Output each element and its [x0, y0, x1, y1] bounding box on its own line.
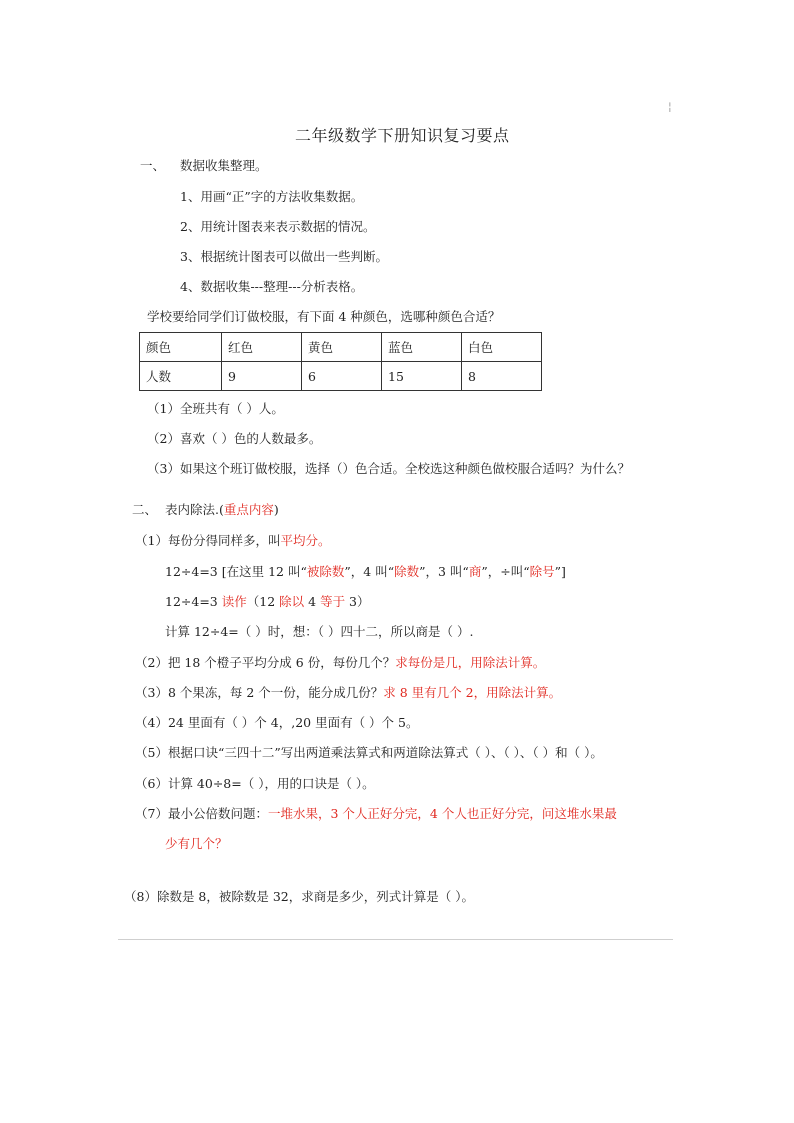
point-5: （5）根据口诀“三四十二”写出两道乘法算式和两道除法算式（ ）、（ ）、（ ）和（ ）。	[135, 745, 603, 760]
term-dividend: 被除数	[306, 564, 345, 579]
example-text: ”]	[554, 564, 566, 579]
point-4: （4）24 里面有（ ）个 4，,20 里面有（ ）个 5。	[135, 715, 419, 730]
table-cell: 蓝色	[382, 333, 462, 362]
example-text: ”，÷叫“	[481, 564, 530, 579]
term-read-as: 读作	[221, 594, 247, 609]
point-6: （6）计算 40÷8=（ ），用的口诀是（ ）。	[135, 776, 375, 791]
section-2-heading	[165, 502, 279, 518]
point-highlight: 求每份是几，用除法计算。	[395, 655, 546, 670]
table-cell: 黄色	[302, 333, 382, 362]
point-1	[135, 533, 330, 549]
point-text: （7）最小公倍数问题：	[135, 806, 268, 821]
example-line-1	[165, 564, 566, 580]
survey-question: 学校要给同学们订做校服，有下面 4 种颜色，选哪种颜色合适？	[147, 309, 501, 324]
example-line-3: 计算 12÷4=（ ）时，想：（ ）四十二，所以商是（ ）.	[165, 624, 474, 639]
point-8: （8）除数是 8，被除数是 32，求商是多少，列式计算是（ ）。	[124, 889, 474, 904]
section-2-number: 二、	[132, 502, 158, 517]
term-quotient: 商	[468, 564, 482, 579]
table-cell: 红色	[222, 333, 302, 362]
table-cell: 人数	[140, 362, 222, 391]
example-text: 12÷4=3 [在这里 12 叫“	[165, 564, 307, 579]
point-2	[135, 655, 545, 671]
heading-text: 表内除法.(	[165, 502, 224, 517]
point-text: （1）每份分得同样多，叫	[135, 533, 281, 548]
table-cell: 9	[222, 362, 302, 391]
heading-text: )	[273, 502, 279, 517]
term-division-sign: 除号	[529, 564, 555, 579]
heading-highlight: 重点内容	[223, 502, 274, 517]
section-1-item-4: 4、数据收集---整理---分析表格。	[180, 279, 364, 294]
point-7-continued: 少有几个？	[165, 836, 228, 851]
example-line-2	[165, 594, 370, 610]
subquestion-2: （2）喜欢（ ）色的人数最多。	[147, 431, 322, 446]
point-text: （3）8 个果冻，每 2 个一份，能分成几份？	[135, 685, 384, 700]
subquestion-1: （1）全班共有（ ）人。	[147, 401, 284, 416]
term-divisor: 除数	[394, 564, 420, 579]
table-cell: 颜色	[140, 333, 222, 362]
term-divided-by: 除以	[279, 594, 305, 609]
table-row	[140, 362, 542, 391]
section-1-item-1: 1、用画“正”字的方法收集数据。	[180, 189, 364, 204]
example-text: ”，3 叫“	[419, 564, 469, 579]
point-highlight: 一堆水果，3 个人正好分完，4 个人也正好分完，问这堆水果最	[267, 806, 617, 821]
page-title: 二年级数学下册知识复习要点	[295, 126, 510, 145]
table-row	[140, 333, 542, 362]
section-1-number: 一、	[140, 158, 166, 173]
point-highlight: 平均分。	[280, 533, 331, 548]
subquestion-3: （3）如果这个班订做校服，选择（）色合适。全校选这种颜色做校服合适吗？为什么？	[147, 461, 630, 476]
table-cell: 15	[382, 362, 462, 391]
page-margin-mark: ¦	[668, 100, 672, 113]
point-highlight: 求 8 里有几个 2，用除法计算。	[383, 685, 562, 700]
example-text: 3）	[345, 594, 370, 609]
color-survey-table	[139, 332, 542, 391]
section-1-item-2: 2、用统计图表来表示数据的情况。	[180, 219, 376, 234]
point-7	[135, 806, 617, 822]
table-cell: 8	[462, 362, 542, 391]
point-text: （2）把 18 个橙子平均分成 6 份，每份几个？	[135, 655, 396, 670]
point-3	[135, 685, 561, 701]
section-1-item-3: 3、根据统计图表可以做出一些判断。	[180, 249, 388, 264]
term-equals: 等于	[320, 594, 346, 609]
example-text: 12÷4=3	[165, 594, 222, 609]
table-cell: 6	[302, 362, 382, 391]
example-text: （12	[246, 594, 280, 609]
table-cell: 白色	[462, 333, 542, 362]
example-text: 4	[304, 594, 321, 609]
example-text: ”，4 叫“	[344, 564, 395, 579]
section-1-heading: 数据收集整理。	[180, 158, 268, 173]
bottom-divider	[118, 939, 673, 940]
